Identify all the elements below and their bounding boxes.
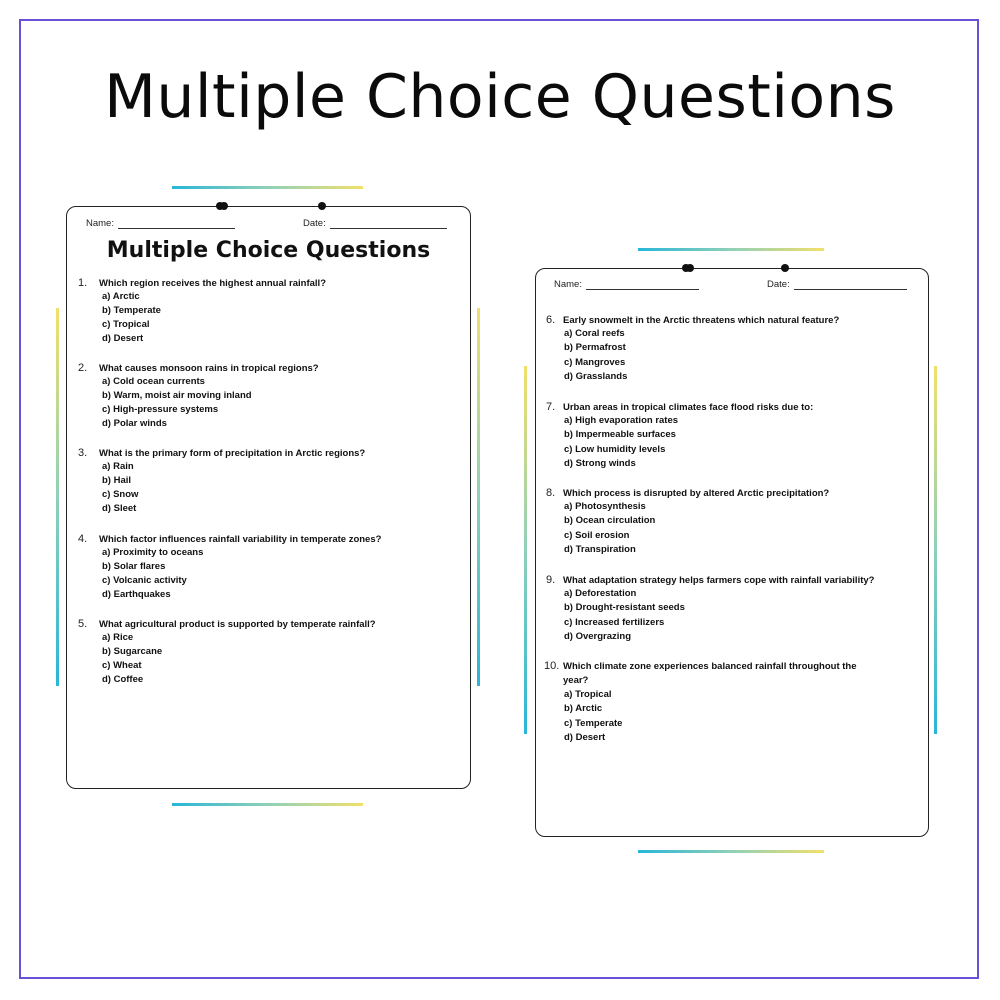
option-b: b) Ocean circulation: [564, 515, 656, 526]
page-title: Multiple Choice Questions: [104, 62, 896, 132]
decor-line-left-sheet2: [524, 366, 527, 734]
decor-line-bottom-left: [172, 803, 363, 806]
question-number: 1.: [78, 277, 88, 289]
option-b: b) Solar flares: [102, 561, 166, 572]
worksheet-page-1: [66, 206, 471, 789]
name-field: [554, 279, 699, 290]
question-text: Which region receives the highest annual rainfall?: [99, 278, 326, 289]
option-c: c) Tropical: [102, 319, 150, 330]
date-line: [330, 218, 447, 229]
option-d: d) Polar winds: [102, 418, 167, 429]
question-1: [78, 277, 463, 347]
option-c: c) Volcanic activity: [102, 575, 187, 586]
binder-ring-icon: [216, 202, 224, 210]
option-a: a) Cold ocean currents: [102, 376, 205, 387]
decor-line-top-right: [638, 248, 824, 251]
option-d: d) Transpiration: [564, 544, 636, 555]
option-a: a) High evaporation rates: [564, 415, 679, 426]
option-c: c) Mangroves: [564, 357, 626, 368]
question-8: [546, 487, 924, 557]
question-4: [78, 533, 463, 603]
option-c: c) Soil erosion: [564, 530, 630, 541]
date-field: [767, 279, 907, 290]
name-line: [118, 218, 235, 229]
question-3: [78, 447, 463, 517]
option-a: a) Deforestation: [564, 588, 637, 599]
question-text: Early snowmelt in the Arctic threatens which natural feature?: [563, 315, 840, 326]
name-label: Name:: [554, 279, 582, 290]
option-b: b) Permafrost: [564, 342, 626, 353]
question-number: 6.: [546, 314, 556, 326]
question-text: What agricultural product is supported by temperate rainfall?: [99, 619, 376, 630]
question-10: [544, 660, 924, 745]
option-a: a) Coral reefs: [564, 328, 625, 339]
option-d: d) Desert: [564, 732, 606, 743]
question-number: 2.: [78, 362, 88, 374]
question-number: 7.: [546, 401, 556, 413]
decor-line-top-left: [172, 186, 363, 189]
question-7: [546, 401, 924, 471]
question-text-line-2: year?: [563, 675, 589, 686]
name-field: [86, 218, 235, 229]
question-number: 3.: [78, 447, 88, 459]
decor-line-right-sheet1: [477, 308, 480, 686]
option-c: c) Temperate: [564, 718, 623, 729]
option-d: d) Sleet: [102, 503, 137, 514]
question-number: 8.: [546, 487, 556, 499]
worksheet-page-2: [535, 268, 929, 837]
question-5: [78, 618, 463, 688]
question-text: Urban areas in tropical climates face flood risks due to:: [563, 402, 814, 413]
binder-ring-icon: [318, 202, 326, 210]
option-a: a) Tropical: [564, 689, 612, 700]
option-b: b) Arctic: [564, 703, 603, 714]
option-d: d) Earthquakes: [102, 589, 171, 600]
option-b: b) Temperate: [102, 305, 161, 316]
option-c: c) Increased fertilizers: [564, 617, 665, 628]
question-text: Which factor influences rainfall variability in temperate zones?: [99, 534, 382, 545]
date-label: Date:: [303, 218, 326, 229]
option-a: a) Arctic: [102, 291, 140, 302]
name-line: [586, 279, 699, 290]
option-c: c) Low humidity levels: [564, 444, 666, 455]
option-a: a) Rice: [102, 632, 134, 643]
option-b: b) Drought-resistant seeds: [564, 602, 685, 613]
option-d: d) Coffee: [102, 674, 144, 685]
option-d: d) Desert: [102, 333, 144, 344]
date-line: [794, 279, 907, 290]
date-label: Date:: [767, 279, 790, 290]
option-c: c) High-pressure systems: [102, 404, 219, 415]
question-number: 9.: [546, 574, 556, 586]
question-9: [546, 574, 924, 644]
question-text: What is the primary form of precipitation in Arctic regions?: [99, 448, 366, 459]
option-c: c) Wheat: [102, 660, 142, 671]
decor-line-right-sheet2: [934, 366, 937, 734]
question-text: What adaptation strategy helps farmers cope with rainfall variability?: [563, 575, 875, 586]
question-text-line-1: Which climate zone experiences balanced rainfall throughout the: [563, 661, 857, 672]
worksheet-title: Multiple Choice Questions: [106, 238, 431, 263]
question-number: 5.: [78, 618, 88, 630]
option-b: b) Hail: [102, 475, 132, 486]
option-d: d) Strong winds: [564, 458, 636, 469]
name-label: Name:: [86, 218, 114, 229]
question-number: 10.: [544, 660, 560, 672]
decor-line-bottom-right: [638, 850, 824, 853]
option-c: c) Snow: [102, 489, 139, 500]
option-a: a) Photosynthesis: [564, 501, 646, 512]
option-a: a) Rain: [102, 461, 134, 472]
option-d: d) Overgrazing: [564, 631, 632, 642]
option-b: b) Impermeable surfaces: [564, 429, 676, 440]
question-text: Which process is disrupted by altered Arctic precipitation?: [563, 488, 830, 499]
decor-line-left-sheet1: [56, 308, 59, 686]
option-b: b) Sugarcane: [102, 646, 163, 657]
binder-ring-icon: [682, 264, 690, 272]
question-6: [546, 314, 924, 384]
binder-ring-icon: [781, 264, 789, 272]
option-a: a) Proximity to oceans: [102, 547, 204, 558]
option-b: b) Warm, moist air moving inland: [102, 390, 252, 401]
date-field: [303, 218, 447, 229]
question-number: 4.: [78, 533, 88, 545]
question-2: [78, 362, 463, 432]
option-d: d) Grasslands: [564, 371, 628, 382]
question-text: What causes monsoon rains in tropical regions?: [99, 363, 319, 374]
